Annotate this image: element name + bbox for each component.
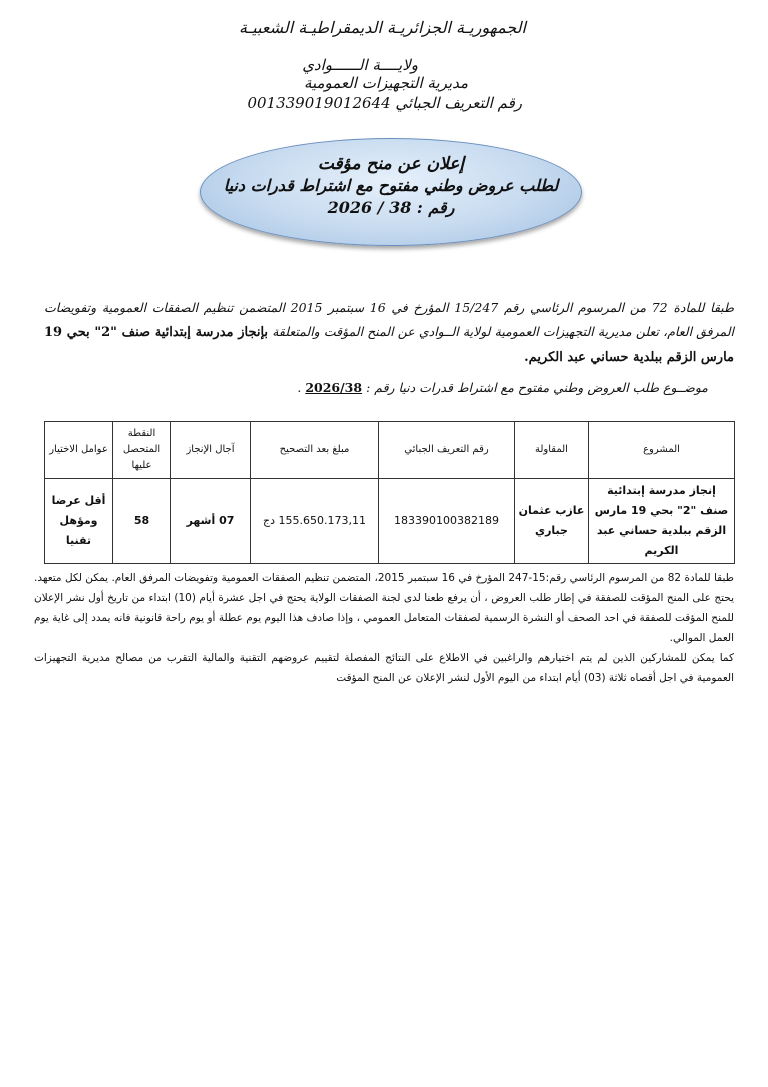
- cell-criteria: أقل عرضا ومؤهل تقنيا: [45, 479, 113, 564]
- intro-text: طبقا للمادة 72 من المرسوم الرئاسي رقم 15/247 المؤرخ في 16 سبتمبر 2015 المتضمن تنظيم الصفقات العمومية وتفويضات المرفق العام، تعلن مديرية التجهيزات العمومية لولاية الــوادي عن المنح المؤقت والمتعلقة: [44, 300, 735, 339]
- header-amount: مبلغ بعد التصحيح: [251, 422, 379, 479]
- appeal-paragraph: طبقا للمادة 82 من المرسوم الرئاسي رقم:15-247 المؤرخ في 16 سبتمبر 2015، المتضمن تنظيم الصفقات العمومية وتفويضات المرفق العام. يمكن لكل متعهد. يحتج على المنح المؤقت للصفقة في إطار طلب العروض ، أن يرفع طعنا لدى لجنة الصفقات الولاية يحتج في اجل عشرة أيام (10) ابتداء من تاريخ أول نشر الإعلان للمنح المؤقت للصفقة في احد الصحف أو النشرة الرسمية لصفقات المتعامل العمومي ، وإذا صادف هذا اليوم يوم عطلة أو يوم راحة قانونية فانه يمدد إلى غاية يوم العمل الموالي.: [34, 572, 735, 644]
- legal-notice: [34, 568, 734, 688]
- header-criteria: عوامل الاختيار: [45, 422, 113, 479]
- intro-paragraph: [44, 296, 734, 370]
- header-points: النقطة المتحصل عليها: [113, 422, 171, 479]
- wilaya-heading: ولايــــة الــــــوادي: [302, 56, 418, 74]
- header-duration: آجال الإنجاز: [171, 422, 251, 479]
- table-row: [45, 479, 735, 564]
- award-table: [44, 421, 735, 564]
- cell-points: 58: [113, 479, 171, 564]
- subject-text: موضــوع طلب العروض وطني مفتوح مع اشتراط قدرات دنيا رقم :: [366, 380, 708, 395]
- cell-amount: 155.650.173,11 دج: [251, 479, 379, 564]
- republic-heading: الجمهوريـة الجزائريـة الديمقراطيـة الشعبيـة: [238, 18, 526, 37]
- announcement-number: رقم : 38 / 2026: [327, 198, 455, 217]
- intro-project: بإنجاز مدرسة إبتدائية صنف "2" بحي 19 مارس الزقم ببلدية حساني عبد الكريم.: [44, 325, 734, 365]
- table-header-row: [45, 422, 735, 479]
- cell-contractor: عازب عثمان جباري: [515, 479, 589, 564]
- fiscal-id-heading: رقم التعريف الجبائي 001339019012644: [247, 94, 522, 112]
- header-project: المشروع: [589, 422, 735, 479]
- header-contractor: المقاولة: [515, 422, 589, 479]
- cell-duration: 07 أشهر: [171, 479, 251, 564]
- announcement-subtitle: لطلب عروض وطني مفتوح مع اشتراط قدرات دنيا: [223, 176, 559, 195]
- cell-fiscal-id: 183390100382189: [379, 479, 515, 564]
- subject-number: 2026/38: [305, 380, 363, 395]
- announcement-title: إعلان عن منح مؤقت: [317, 154, 465, 174]
- header-fiscal-id: رقم التعريف الجبائي: [379, 422, 515, 479]
- results-paragraph: كما يمكن للمشاركين الذين لم يتم اختيارهم والراغبين في الاطلاع على النتائج المفصلة لتقييم عروضهم التقنية والمالية التقرب من مصالح مديرية التجهيزات العمومية في اجل أقصاه ثلاثة (03) أيام ابتداء من اليوم الأول لنشر الإعلان عن المنح المؤقت: [34, 652, 734, 684]
- subject-line: موضــوع طلب العروض وطني مفتوح مع اشتراط قدرات دنيا رقم : 2026/38 .: [297, 380, 708, 395]
- title-ellipse: [200, 138, 582, 246]
- directorate-heading: مديرية التجهيزات العمومية: [303, 74, 468, 92]
- cell-project: إنجاز مدرسة إبتدائية صنف "2" بحي 19 مارس الزقم ببلدية حساني عبد الكريم: [589, 479, 735, 564]
